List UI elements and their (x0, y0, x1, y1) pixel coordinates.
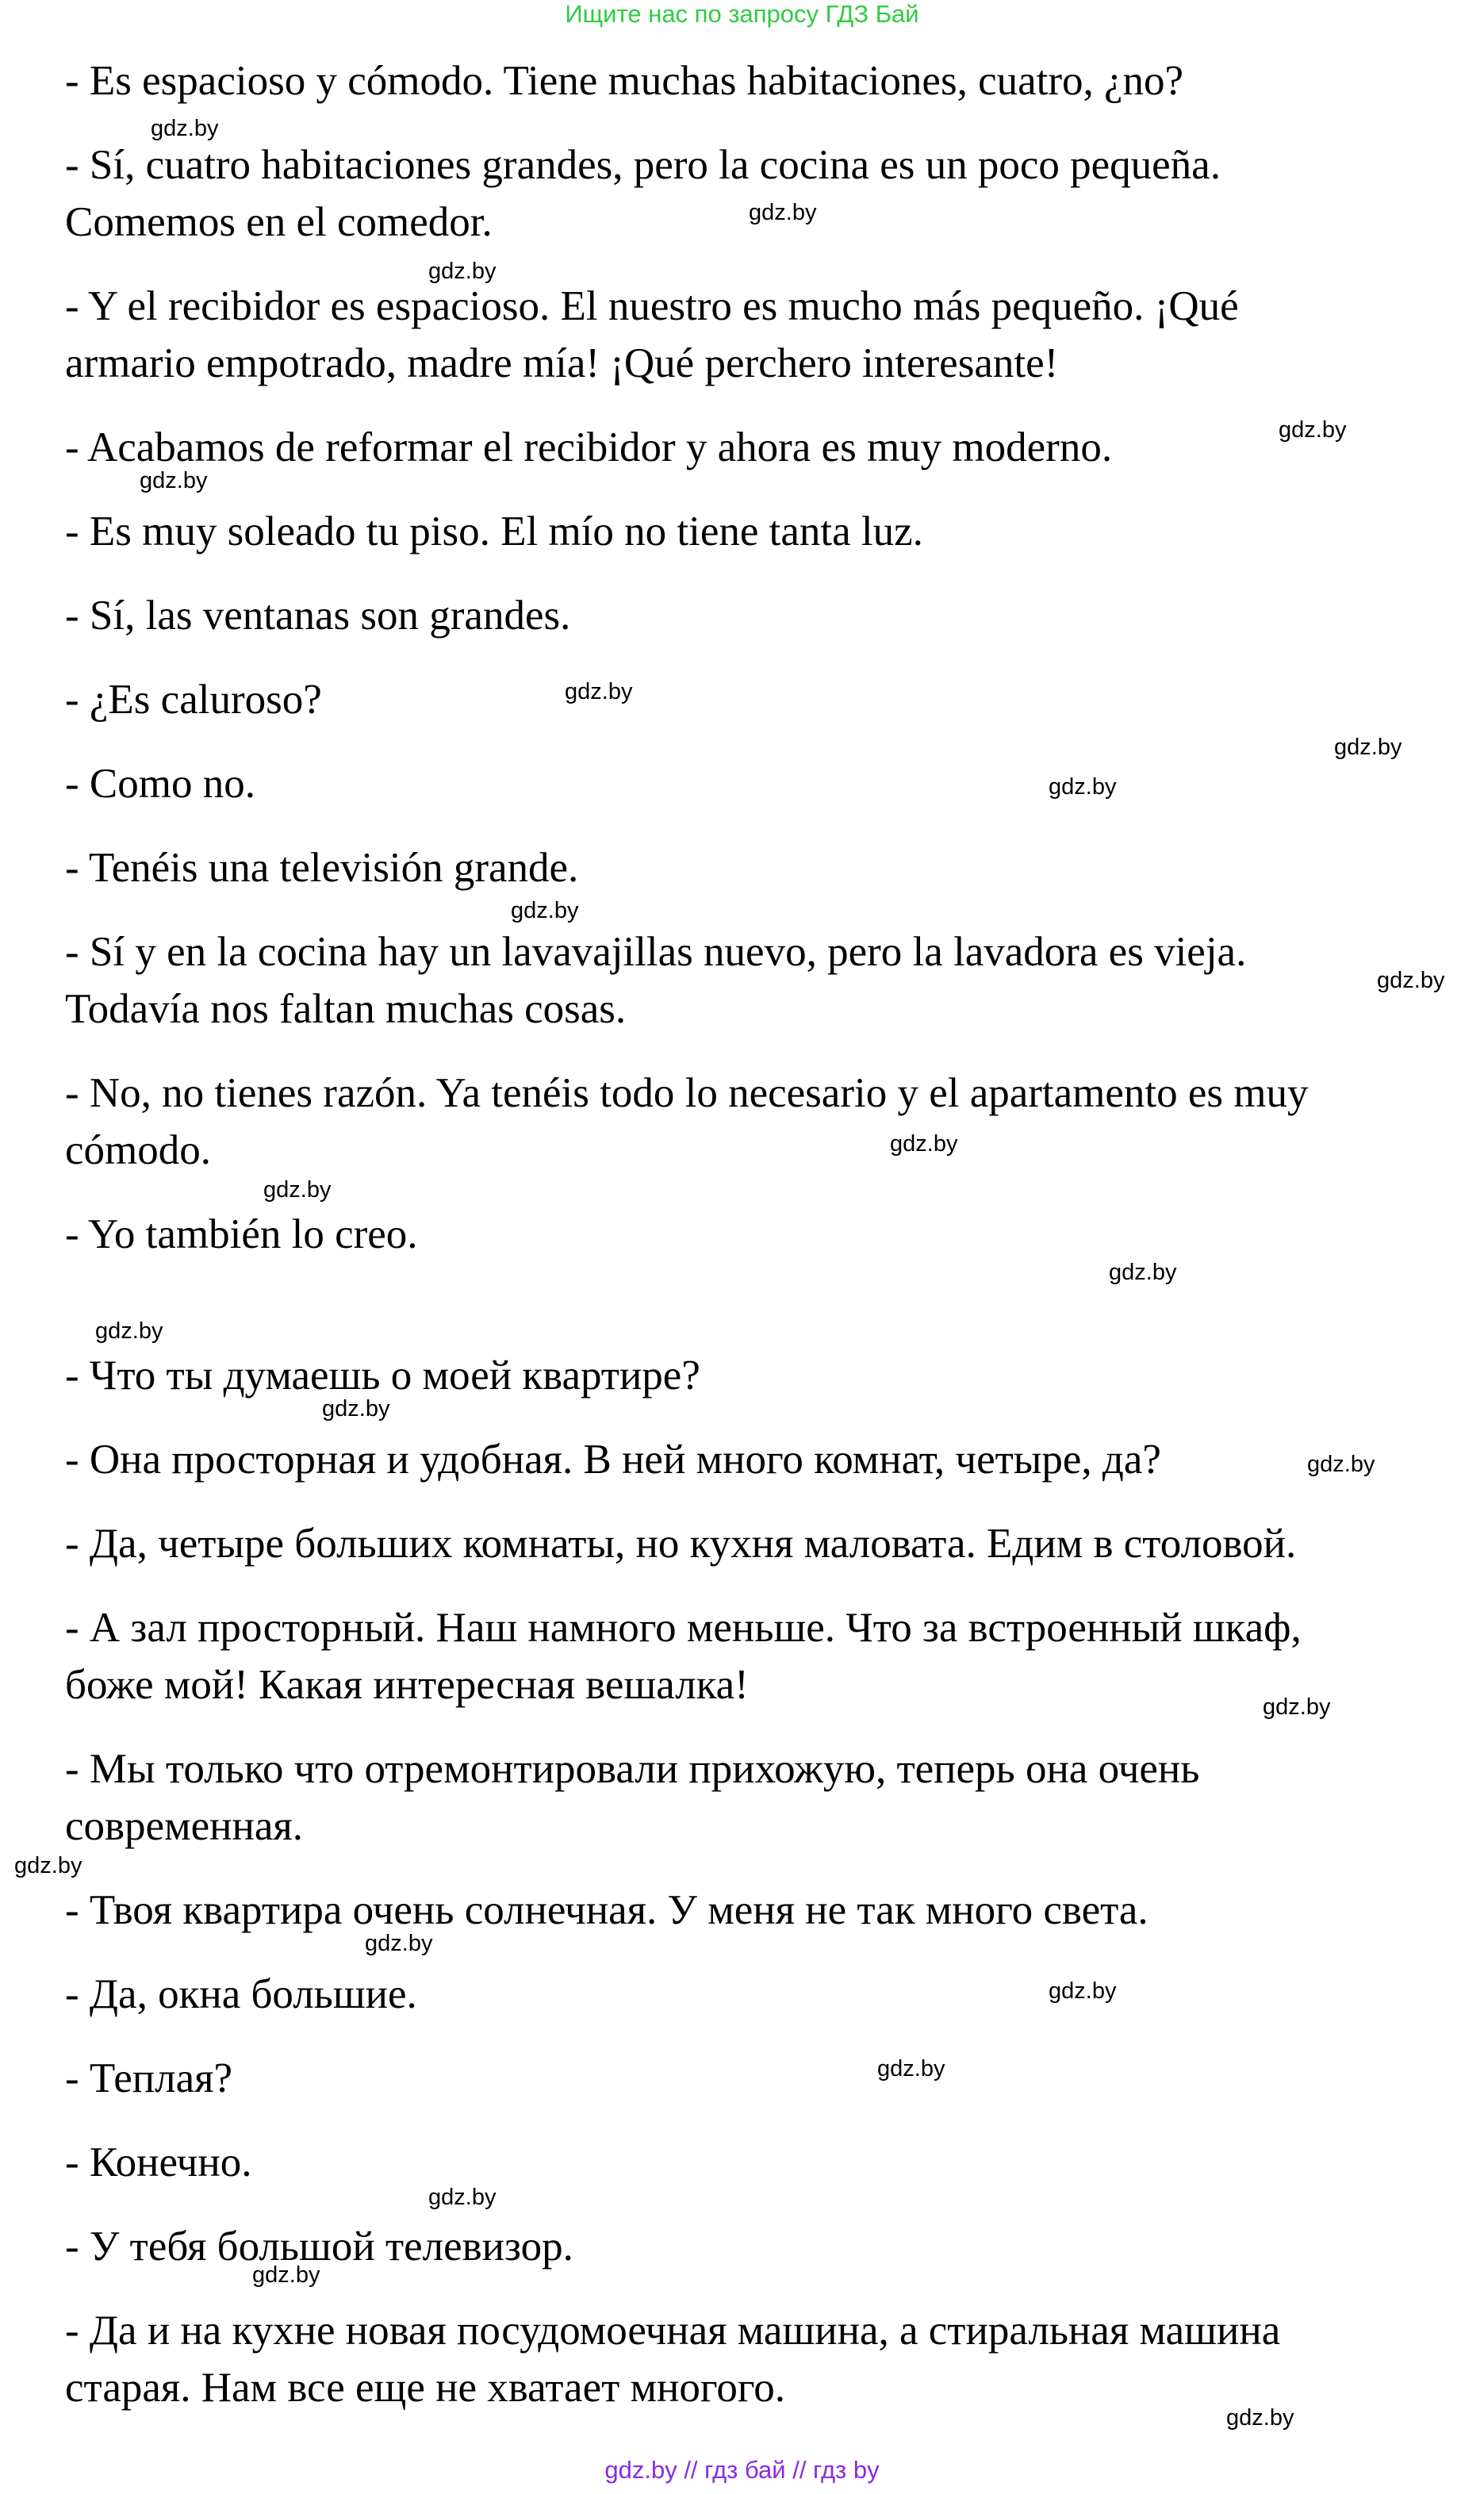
watermark: gdz.by (151, 116, 219, 141)
watermark: gdz.by (140, 468, 208, 493)
dialogue-line: - Acabamos de reformar el recibidor y ahora es muy moderno. (65, 424, 1113, 470)
dialogue-line: - Sí, cuatro habitaciones grandes, pero la cocina es un poco pequeña. (65, 142, 1221, 188)
watermark: gdz.by (95, 1318, 163, 1344)
watermark: gdz.by (1263, 1694, 1331, 1720)
dialogue-line: - Что ты думаешь о моей квартире? (65, 1353, 700, 1399)
top-banner[interactable] (0, 0, 1484, 29)
watermark: gdz.by (1226, 2405, 1294, 2431)
dialogue-line: - Sí, las ventanas son grandes. (65, 593, 571, 639)
watermark: gdz.by (365, 1931, 433, 1956)
banner-text[interactable]: Ищите нас по запросу ГДЗ Бай (565, 0, 919, 28)
dialogue-line: - У тебя большой телевизор. (65, 2223, 573, 2270)
dialogue-line: - ¿Es caluroso? (65, 677, 322, 723)
dialogue-line: современная. (65, 1803, 304, 1849)
dialogue-line: - Мы только что отремонтировали прихожую, теперь она очень (65, 1746, 1200, 1792)
dialogue-line: - Como no. (65, 761, 255, 807)
dialogue-line: - Sí y en la cocina hay un lavavajillas nuevo, pero la lavadora es vieja. (65, 929, 1247, 975)
watermark: gdz.by (1049, 774, 1117, 800)
dialogue-line: Comemos en el comedor. (65, 199, 493, 245)
watermark: gdz.by (1279, 417, 1347, 443)
watermark: gdz.by (1334, 735, 1402, 760)
dialogue-line: - Да, окна большие. (65, 1971, 417, 2017)
dialogue-line: - Yo también lo creo. (65, 1211, 418, 1257)
watermark: gdz.by (1307, 1452, 1375, 1477)
dialogue-line: - No, no tienes razón. Ya tenéis todo lo necesario y el apartamento es muy (65, 1070, 1309, 1116)
dialogue-line: боже мой! Какая интересная вешалка! (65, 1662, 749, 1708)
watermark: gdz.by (749, 200, 817, 225)
dialogue-line: Todavía nos faltan muchas cosas. (65, 986, 627, 1032)
watermark: gdz.by (511, 898, 579, 923)
dialogue-line: старая. Нам все еще не хватает многого. (65, 2365, 785, 2411)
watermark: gdz.by (428, 2185, 497, 2210)
dialogue-line: - Да, четыре больших комнаты, но кухня маловата. Едим в столовой. (65, 1521, 1297, 1567)
dialogue-line: - Твоя квартира очень солнечная. У меня не так много света. (65, 1887, 1148, 1933)
dialogue-line: - Конечно. (65, 2139, 252, 2185)
watermark: gdz.by (565, 679, 633, 704)
watermark: gdz.by (890, 1131, 958, 1157)
watermark: gdz.by (877, 2056, 945, 2082)
watermark: gdz.by (14, 1853, 82, 1878)
footer-links[interactable] (0, 2454, 1484, 2486)
dialogue-line: - А зал просторный. Наш намного меньше. Что за встроенный шкаф, (65, 1605, 1302, 1651)
dialogue-line: - Es espacioso y cómodo. Tiene muchas habitaciones, cuatro, ¿no? (65, 58, 1184, 104)
dialogue-line: cómodo. (65, 1127, 211, 1173)
watermark: gdz.by (263, 1177, 332, 1203)
watermark: gdz.by (322, 1396, 390, 1422)
dialogue-line: - Теплая? (65, 2055, 233, 2101)
dialogue-line: - Да и на кухне новая посудомоечная машина, а стиральная машина (65, 2308, 1281, 2354)
watermark: gdz.by (1109, 1260, 1177, 1285)
watermark: gdz.by (1049, 1978, 1117, 2004)
watermark: gdz.by (252, 2262, 320, 2288)
dialogue-line: armario empotrado, madre mía! ¡Qué perchero interesante! (65, 340, 1059, 386)
dialogue-line: - Es muy soleado tu piso. El mío no tiene tanta luz. (65, 508, 923, 554)
dialogue-line: - Tenéis una televisión grande. (65, 845, 579, 891)
dialogue-line: - Y el recibidor es espacioso. El nuestro es mucho más pequeño. ¡Qué (65, 283, 1239, 329)
dialogue-line: - Она просторная и удобная. В ней много комнат, четыре, да? (65, 1437, 1161, 1483)
footer-text[interactable]: gdz.by // гдз бай // гдз by (604, 2456, 880, 2484)
watermark: gdz.by (1377, 968, 1445, 993)
watermark: gdz.by (428, 259, 497, 284)
